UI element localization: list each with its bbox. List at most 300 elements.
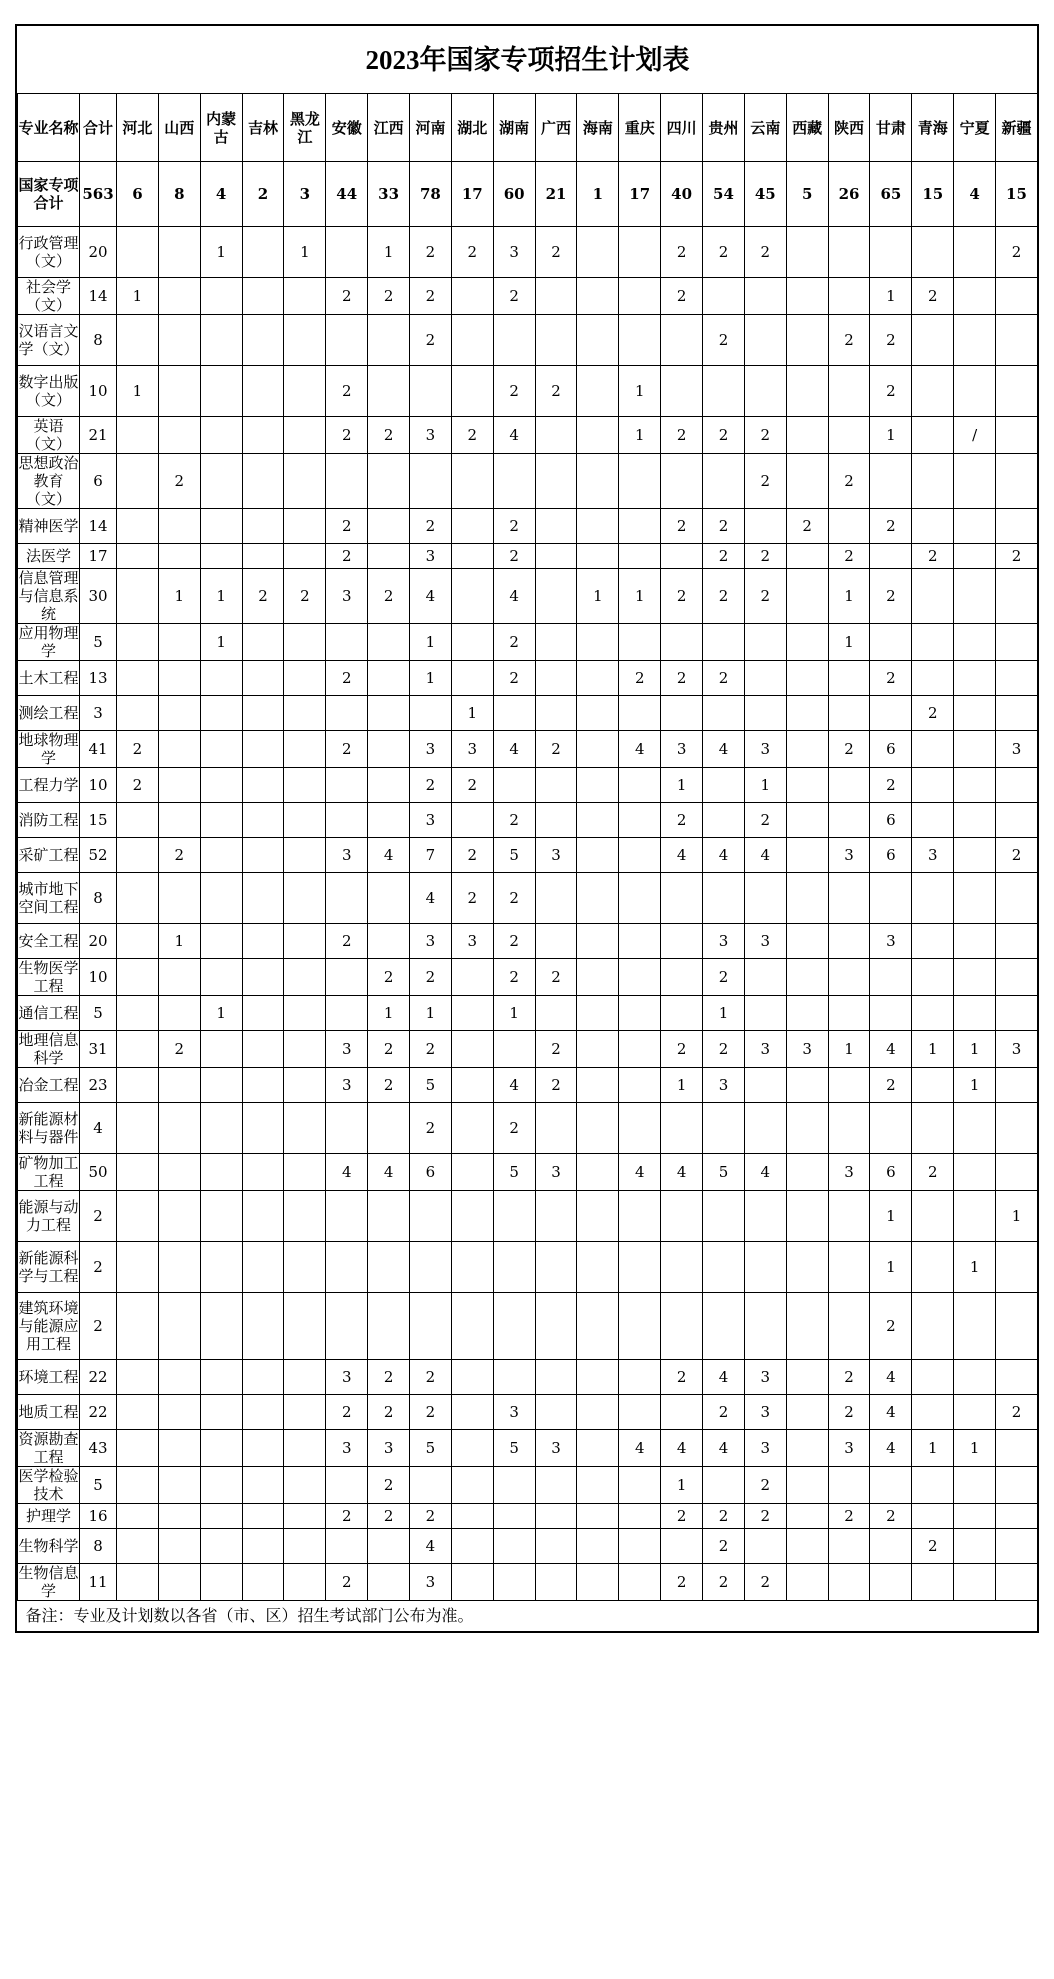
plan-cell — [535, 1529, 577, 1564]
plan-cell: 1 — [996, 1191, 1038, 1242]
plan-cell — [996, 569, 1038, 624]
plan-cell — [117, 1103, 159, 1154]
plan-cell — [451, 1360, 493, 1395]
plan-cell: 6 — [870, 803, 912, 838]
plan-cell — [954, 1564, 996, 1601]
plan-cell — [996, 366, 1038, 417]
plan-cell — [661, 544, 703, 569]
plan-cell — [870, 454, 912, 509]
major-total: 8 — [80, 315, 117, 366]
plan-cell: 2 — [451, 227, 493, 278]
plan-cell — [577, 1242, 619, 1293]
plan-cell — [577, 731, 619, 768]
plan-cell: 2 — [912, 1529, 954, 1564]
plan-cell: 2 — [661, 569, 703, 624]
plan-cell — [954, 1504, 996, 1529]
plan-cell: 3 — [326, 569, 368, 624]
table-row — [18, 544, 1038, 569]
plan-cell — [410, 366, 452, 417]
plan-cell — [242, 1395, 284, 1430]
plan-cell: 1 — [828, 624, 870, 661]
plan-cell — [619, 803, 661, 838]
plan-cell: 1 — [619, 366, 661, 417]
total-province-value: 4 — [954, 162, 996, 227]
plan-cell — [954, 959, 996, 996]
header-province: 河南 — [410, 94, 452, 162]
plan-cell: 4 — [703, 1430, 745, 1467]
plan-cell — [786, 1068, 828, 1103]
plan-cell — [619, 624, 661, 661]
plan-cell — [577, 1395, 619, 1430]
plan-cell: 2 — [828, 1504, 870, 1529]
plan-cell — [284, 509, 326, 544]
plan-cell — [954, 838, 996, 873]
plan-cell — [284, 696, 326, 731]
plan-cell: 2 — [744, 417, 786, 454]
plan-cell: 4 — [493, 731, 535, 768]
plan-cell — [451, 1242, 493, 1293]
plan-cell — [284, 803, 326, 838]
plan-cell: 2 — [870, 509, 912, 544]
plan-cell — [284, 996, 326, 1031]
plan-cell: 2 — [493, 1103, 535, 1154]
plan-cell: 1 — [870, 417, 912, 454]
plan-cell — [996, 924, 1038, 959]
plan-cell — [661, 1191, 703, 1242]
plan-cell — [117, 1395, 159, 1430]
plan-cell: 2 — [870, 661, 912, 696]
plan-cell — [284, 417, 326, 454]
major-name: 英语（文） — [18, 417, 80, 454]
plan-cell — [577, 315, 619, 366]
major-total: 50 — [80, 1154, 117, 1191]
plan-cell — [117, 1529, 159, 1564]
plan-cell — [117, 1068, 159, 1103]
plan-cell — [158, 1529, 200, 1564]
plan-cell — [117, 959, 159, 996]
plan-cell — [158, 227, 200, 278]
plan-sheet — [15, 24, 1039, 1633]
plan-cell — [535, 624, 577, 661]
plan-cell: 4 — [410, 873, 452, 924]
plan-cell — [619, 996, 661, 1031]
plan-cell: 1 — [661, 1068, 703, 1103]
total-province-value: 15 — [996, 162, 1038, 227]
total-province-value: 17 — [451, 162, 493, 227]
plan-cell: 2 — [912, 696, 954, 731]
plan-cell — [619, 227, 661, 278]
plan-cell — [828, 959, 870, 996]
plan-cell — [786, 959, 828, 996]
enrollment-plan-table — [17, 26, 1038, 1631]
plan-cell — [326, 454, 368, 509]
plan-cell — [493, 1191, 535, 1242]
plan-cell — [954, 768, 996, 803]
total-province-value: 4 — [200, 162, 242, 227]
plan-cell — [912, 509, 954, 544]
plan-cell — [828, 1242, 870, 1293]
plan-cell — [451, 959, 493, 996]
plan-cell: 2 — [703, 1395, 745, 1430]
plan-cell — [744, 624, 786, 661]
plan-cell — [535, 1467, 577, 1504]
plan-cell — [451, 1430, 493, 1467]
plan-cell — [535, 1504, 577, 1529]
plan-cell — [828, 1103, 870, 1154]
plan-cell — [619, 509, 661, 544]
plan-cell: 2 — [326, 1504, 368, 1529]
plan-cell — [619, 1103, 661, 1154]
table-row — [18, 803, 1038, 838]
major-name: 土木工程 — [18, 661, 80, 696]
plan-cell — [870, 1467, 912, 1504]
major-name: 工程力学 — [18, 768, 80, 803]
plan-cell — [117, 1242, 159, 1293]
major-total: 2 — [80, 1191, 117, 1242]
header-province: 山西 — [158, 94, 200, 162]
major-name: 生物医学工程 — [18, 959, 79, 995]
plan-cell — [744, 661, 786, 696]
plan-cell: 3 — [368, 1430, 410, 1467]
plan-cell — [284, 1242, 326, 1293]
plan-cell — [619, 838, 661, 873]
plan-cell — [661, 873, 703, 924]
plan-cell: 2 — [744, 227, 786, 278]
plan-cell — [200, 366, 242, 417]
header-province: 新疆 — [996, 94, 1038, 162]
plan-cell — [451, 1395, 493, 1430]
table-row — [18, 731, 1038, 768]
major-total: 20 — [80, 227, 117, 278]
plan-cell: 2 — [703, 227, 745, 278]
plan-cell: 1 — [744, 768, 786, 803]
plan-cell: 3 — [535, 838, 577, 873]
plan-cell: 2 — [368, 1068, 410, 1103]
plan-cell — [661, 696, 703, 731]
plan-cell — [117, 1191, 159, 1242]
plan-cell — [368, 1529, 410, 1564]
plan-cell — [451, 803, 493, 838]
plan-cell: 4 — [870, 1430, 912, 1467]
header-province: 青海 — [912, 94, 954, 162]
plan-cell — [577, 1293, 619, 1360]
plan-cell: 1 — [619, 417, 661, 454]
plan-cell — [242, 1529, 284, 1564]
header-major: 专业名称 — [18, 94, 80, 162]
plan-cell — [158, 731, 200, 768]
plan-cell — [870, 544, 912, 569]
plan-cell: 2 — [368, 569, 410, 624]
plan-cell: 2 — [326, 544, 368, 569]
plan-cell — [954, 1529, 996, 1564]
plan-cell — [451, 544, 493, 569]
major-name: 护理学 — [18, 1504, 80, 1529]
plan-cell: 2 — [158, 1031, 200, 1068]
major-total: 22 — [80, 1360, 117, 1395]
plan-cell — [242, 1430, 284, 1467]
plan-cell — [368, 803, 410, 838]
plan-cell — [619, 1242, 661, 1293]
table-row — [18, 696, 1038, 731]
plan-cell: 1 — [158, 569, 200, 624]
plan-cell — [661, 924, 703, 959]
plan-cell — [493, 1360, 535, 1395]
plan-cell: 1 — [368, 996, 410, 1031]
plan-cell — [158, 509, 200, 544]
plan-cell: 2 — [870, 1504, 912, 1529]
plan-cell — [744, 315, 786, 366]
plan-cell — [828, 227, 870, 278]
plan-cell — [577, 661, 619, 696]
header-province: 广西 — [535, 94, 577, 162]
plan-cell: 3 — [410, 417, 452, 454]
plan-cell — [619, 1293, 661, 1360]
plan-cell: 2 — [326, 924, 368, 959]
plan-cell — [284, 315, 326, 366]
plan-cell — [954, 924, 996, 959]
plan-cell — [535, 924, 577, 959]
major-name: 生物信息学 — [18, 1564, 79, 1600]
plan-cell: 2 — [828, 1395, 870, 1430]
table-row — [18, 838, 1038, 873]
major-name: 数字出版（文） — [18, 366, 80, 417]
plan-cell — [117, 417, 159, 454]
table-row — [18, 1068, 1038, 1103]
plan-cell — [117, 696, 159, 731]
plan-cell — [493, 1564, 535, 1601]
total-province-value: 54 — [703, 162, 745, 227]
plan-cell — [954, 1191, 996, 1242]
plan-cell: 3 — [493, 227, 535, 278]
major-name: 通信工程 — [18, 996, 80, 1031]
plan-cell: 2 — [368, 1467, 410, 1504]
plan-cell — [200, 1031, 242, 1068]
plan-cell — [535, 1293, 577, 1360]
plan-cell — [284, 1504, 326, 1529]
major-name: 生物科学 — [18, 1529, 80, 1564]
plan-cell: 1 — [703, 996, 745, 1031]
plan-cell: 3 — [744, 1031, 786, 1068]
plan-cell — [619, 1395, 661, 1430]
plan-cell — [661, 1103, 703, 1154]
major-name: 应用物理学 — [18, 624, 79, 660]
plan-cell — [158, 1293, 200, 1360]
table-row — [18, 454, 1038, 509]
plan-cell — [912, 624, 954, 661]
plan-cell: 3 — [326, 1068, 368, 1103]
plan-cell — [200, 924, 242, 959]
plan-cell — [619, 959, 661, 996]
plan-cell — [619, 696, 661, 731]
major-total: 4 — [80, 1103, 117, 1154]
plan-cell — [912, 315, 954, 366]
plan-cell — [451, 1103, 493, 1154]
plan-cell — [410, 696, 452, 731]
plan-cell: 3 — [535, 1430, 577, 1467]
plan-cell — [493, 768, 535, 803]
plan-cell — [661, 1293, 703, 1360]
plan-cell — [242, 1564, 284, 1601]
plan-cell — [577, 873, 619, 924]
plan-cell — [242, 873, 284, 924]
plan-cell — [117, 1564, 159, 1601]
plan-cell — [703, 454, 745, 509]
plan-cell — [493, 1529, 535, 1564]
plan-cell — [996, 661, 1038, 696]
total-row-label: 国家专项合计 — [18, 162, 80, 227]
plan-cell — [577, 366, 619, 417]
plan-cell — [200, 1103, 242, 1154]
plan-cell — [954, 1467, 996, 1504]
plan-cell — [326, 996, 368, 1031]
plan-cell — [912, 1360, 954, 1395]
plan-cell — [703, 873, 745, 924]
plan-cell: 2 — [326, 1395, 368, 1430]
plan-cell: 2 — [870, 366, 912, 417]
plan-cell — [117, 454, 159, 509]
major-total: 5 — [80, 1467, 117, 1504]
plan-cell: 4 — [368, 838, 410, 873]
plan-cell: 2 — [493, 873, 535, 924]
plan-cell: 2 — [535, 731, 577, 768]
plan-cell — [158, 278, 200, 315]
plan-cell: 2 — [828, 315, 870, 366]
plan-cell — [577, 1430, 619, 1467]
plan-cell: 1 — [870, 278, 912, 315]
plan-cell — [117, 838, 159, 873]
plan-cell: 2 — [242, 569, 284, 624]
plan-cell — [828, 1529, 870, 1564]
plan-cell — [786, 569, 828, 624]
major-name: 安全工程 — [18, 924, 80, 959]
plan-cell — [284, 661, 326, 696]
plan-cell: 2 — [410, 315, 452, 366]
plan-cell — [996, 1467, 1038, 1504]
plan-cell — [535, 768, 577, 803]
plan-cell — [954, 661, 996, 696]
plan-cell — [786, 768, 828, 803]
plan-cell — [493, 315, 535, 366]
plan-cell — [284, 1564, 326, 1601]
table-row — [18, 1293, 1038, 1360]
plan-cell — [451, 1191, 493, 1242]
plan-cell — [200, 1293, 242, 1360]
plan-cell: 2 — [368, 1360, 410, 1395]
plan-cell: 2 — [661, 278, 703, 315]
plan-cell: 2 — [535, 959, 577, 996]
plan-cell — [828, 873, 870, 924]
plan-cell — [284, 366, 326, 417]
plan-cell: 4 — [703, 1360, 745, 1395]
plan-cell: 2 — [451, 873, 493, 924]
plan-cell — [954, 873, 996, 924]
plan-cell — [451, 996, 493, 1031]
plan-cell — [158, 366, 200, 417]
plan-cell: 3 — [828, 1430, 870, 1467]
plan-cell — [870, 1564, 912, 1601]
plan-cell — [744, 1068, 786, 1103]
plan-cell: 3 — [786, 1031, 828, 1068]
plan-cell — [912, 768, 954, 803]
plan-cell — [535, 1395, 577, 1430]
plan-cell — [117, 996, 159, 1031]
plan-cell: 1 — [828, 1031, 870, 1068]
plan-cell — [577, 1103, 619, 1154]
plan-cell: 2 — [326, 509, 368, 544]
plan-cell — [242, 509, 284, 544]
table-row — [18, 1154, 1038, 1191]
plan-cell: 4 — [661, 838, 703, 873]
plan-cell: 4 — [744, 838, 786, 873]
plan-cell — [200, 1467, 242, 1504]
plan-cell — [242, 996, 284, 1031]
plan-cell: 2 — [493, 959, 535, 996]
plan-cell: 2 — [744, 1467, 786, 1504]
plan-cell — [786, 996, 828, 1031]
plan-cell — [786, 366, 828, 417]
plan-cell — [577, 1504, 619, 1529]
plan-cell: 2 — [326, 417, 368, 454]
plan-cell — [117, 227, 159, 278]
major-total: 5 — [80, 624, 117, 661]
plan-cell — [703, 696, 745, 731]
plan-cell: 2 — [410, 959, 452, 996]
plan-cell: 3 — [535, 1154, 577, 1191]
plan-cell — [535, 873, 577, 924]
table-row — [18, 959, 1038, 996]
plan-cell: 4 — [703, 731, 745, 768]
major-total: 43 — [80, 1430, 117, 1467]
plan-cell — [535, 569, 577, 624]
plan-cell — [242, 227, 284, 278]
plan-cell: 1 — [954, 1242, 996, 1293]
plan-cell: 2 — [661, 803, 703, 838]
table-row — [18, 768, 1038, 803]
plan-cell: 2 — [451, 768, 493, 803]
plan-cell — [744, 1191, 786, 1242]
plan-cell — [284, 873, 326, 924]
plan-cell: 3 — [744, 1430, 786, 1467]
plan-cell — [451, 569, 493, 624]
plan-cell — [577, 1529, 619, 1564]
plan-cell: 1 — [410, 624, 452, 661]
plan-cell — [954, 1293, 996, 1360]
plan-cell — [326, 959, 368, 996]
plan-cell — [786, 1360, 828, 1395]
plan-cell — [996, 509, 1038, 544]
plan-cell: 2 — [410, 1031, 452, 1068]
plan-cell: 4 — [870, 1395, 912, 1430]
plan-cell — [242, 1360, 284, 1395]
plan-cell — [242, 278, 284, 315]
plan-cell — [786, 873, 828, 924]
plan-cell: 2 — [703, 1031, 745, 1068]
plan-cell — [451, 1031, 493, 1068]
major-total: 13 — [80, 661, 117, 696]
plan-cell — [703, 366, 745, 417]
plan-cell — [535, 1564, 577, 1601]
table-row — [18, 569, 1038, 624]
header-province: 四川 — [661, 94, 703, 162]
plan-cell: 3 — [996, 731, 1038, 768]
plan-cell — [786, 1103, 828, 1154]
plan-cell: 2 — [744, 1504, 786, 1529]
plan-cell: 2 — [661, 1504, 703, 1529]
plan-cell — [828, 1467, 870, 1504]
plan-cell — [577, 959, 619, 996]
table-row — [18, 227, 1038, 278]
plan-cell — [117, 509, 159, 544]
